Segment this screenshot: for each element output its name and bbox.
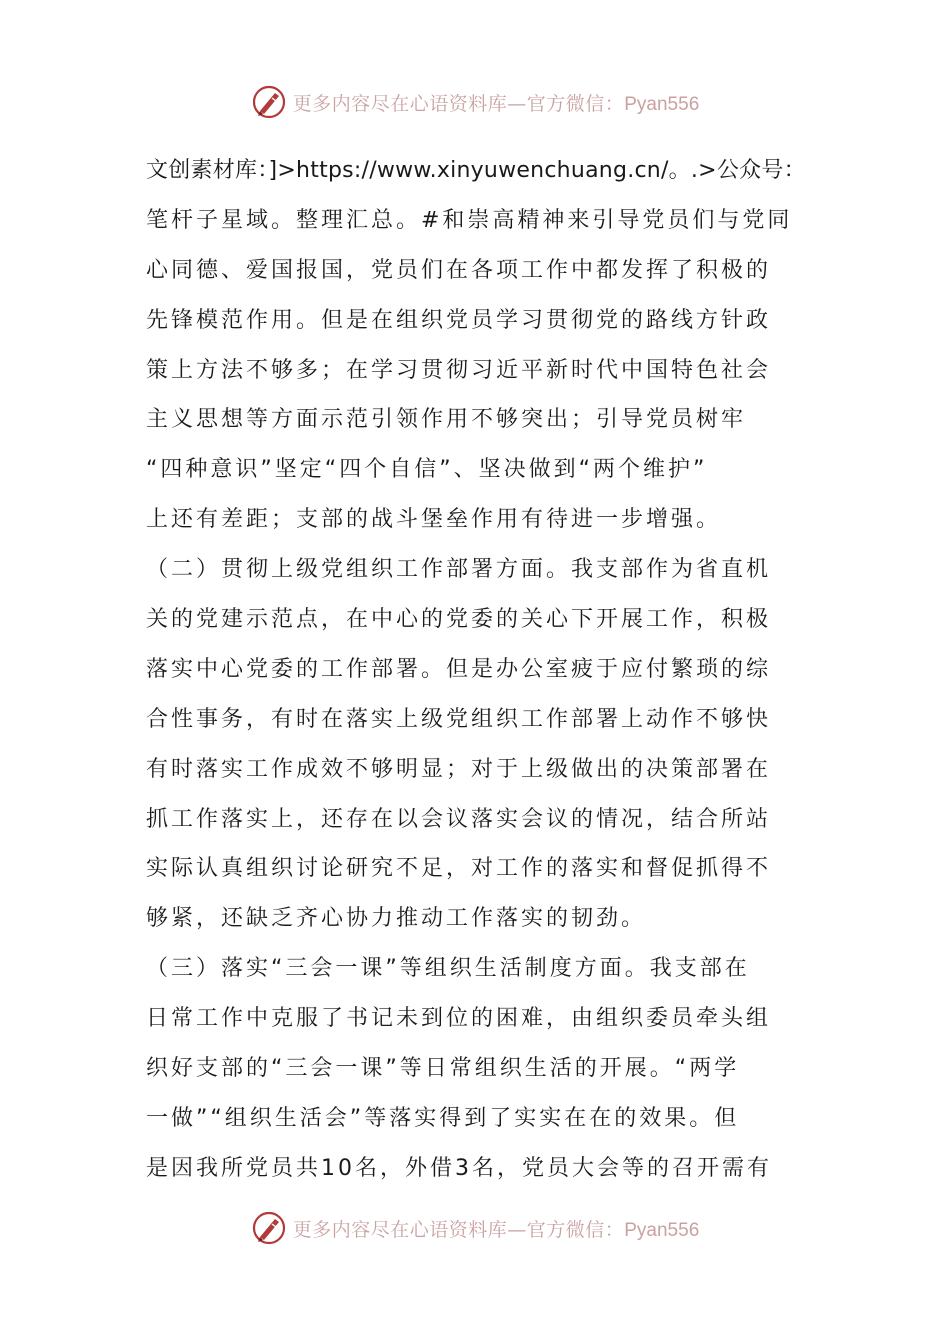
text-line: “四种意识”坚定“四个自信”、坚决做到“两个维护”: [146, 457, 708, 483]
text-line: 一做”“组织生活会”等落实得到了实实在在的效果。但: [146, 1105, 740, 1131]
text-line: 够紧，还缺乏齐心协力推动工作落实的韧劲。: [146, 906, 647, 932]
pen-logo-icon: [251, 1210, 287, 1246]
text-line: 抓工作落实上，还存在以会议落实会议的情况，结合所站: [146, 806, 772, 832]
text-line: 是因我所党员共10名，外借3名，党员大会等的召开需有: [146, 1155, 772, 1181]
text-line: 有时落实工作成效不够明显；对于上级做出的决策部署在: [146, 756, 772, 782]
document-body: [146, 146, 814, 1194]
banner-text: 更多内容尽在心语资料库—官方微信：Pyan556: [292, 1218, 700, 1241]
wechat-id: Pyan556: [624, 1219, 700, 1241]
wechat-id: Pyan556: [624, 93, 700, 115]
text-line: 关的党建示范点，在中心的党委的关心下开展工作，积极: [146, 607, 772, 633]
text-line: 文创素材库：]>https://www.xinyuwenchuang.cn/。.>公众号：: [146, 158, 806, 183]
text-line: 心同德、爱国报国，党员们在各项工作中都发挥了积极的: [146, 257, 772, 283]
text-line: 合性事务，有时在落实上级党组织工作部署上动作不够快: [146, 706, 772, 732]
text-line: 织好支部的“三会一课”等日常组织生活的开展。“两学: [146, 1056, 740, 1082]
text-line: 上还有差距；支部的战斗堡垒作用有待进一步增强。: [146, 507, 722, 533]
text-line: 先锋模范作用。但是在组织党员学习贯彻党的路线方针政: [146, 307, 772, 333]
text-line: 落实中心党委的工作部署。但是办公室疲于应付繁琐的综: [146, 656, 772, 682]
text-line: （三）落实“三会一课”等组织生活制度方面。我支部在: [146, 956, 750, 982]
text-line: 策上方法不够多；在学习贯彻习近平新时代中国特色社会: [146, 357, 772, 383]
text-line: 实际认真组织讨论研究不足，对工作的落实和督促抓得不: [146, 856, 772, 882]
header-banner: [0, 82, 950, 122]
text-line: 日常工作中克服了书记未到位的困难，由组织委员牵头组: [146, 1006, 772, 1032]
text-line: 主义思想等方面示范引领作用不够突出；引导党员树牢: [146, 407, 747, 433]
footer-banner: [0, 1208, 950, 1248]
text-line: 笔杆子星域。整理汇总。#和崇高精神来引导党员们与党同: [146, 207, 793, 233]
text-line: （二）贯彻上级党组织工作部署方面。我支部作为省直机: [146, 557, 772, 583]
banner-text: 更多内容尽在心语资料库—官方微信：Pyan556: [292, 92, 700, 115]
pen-logo-icon: [251, 84, 287, 120]
